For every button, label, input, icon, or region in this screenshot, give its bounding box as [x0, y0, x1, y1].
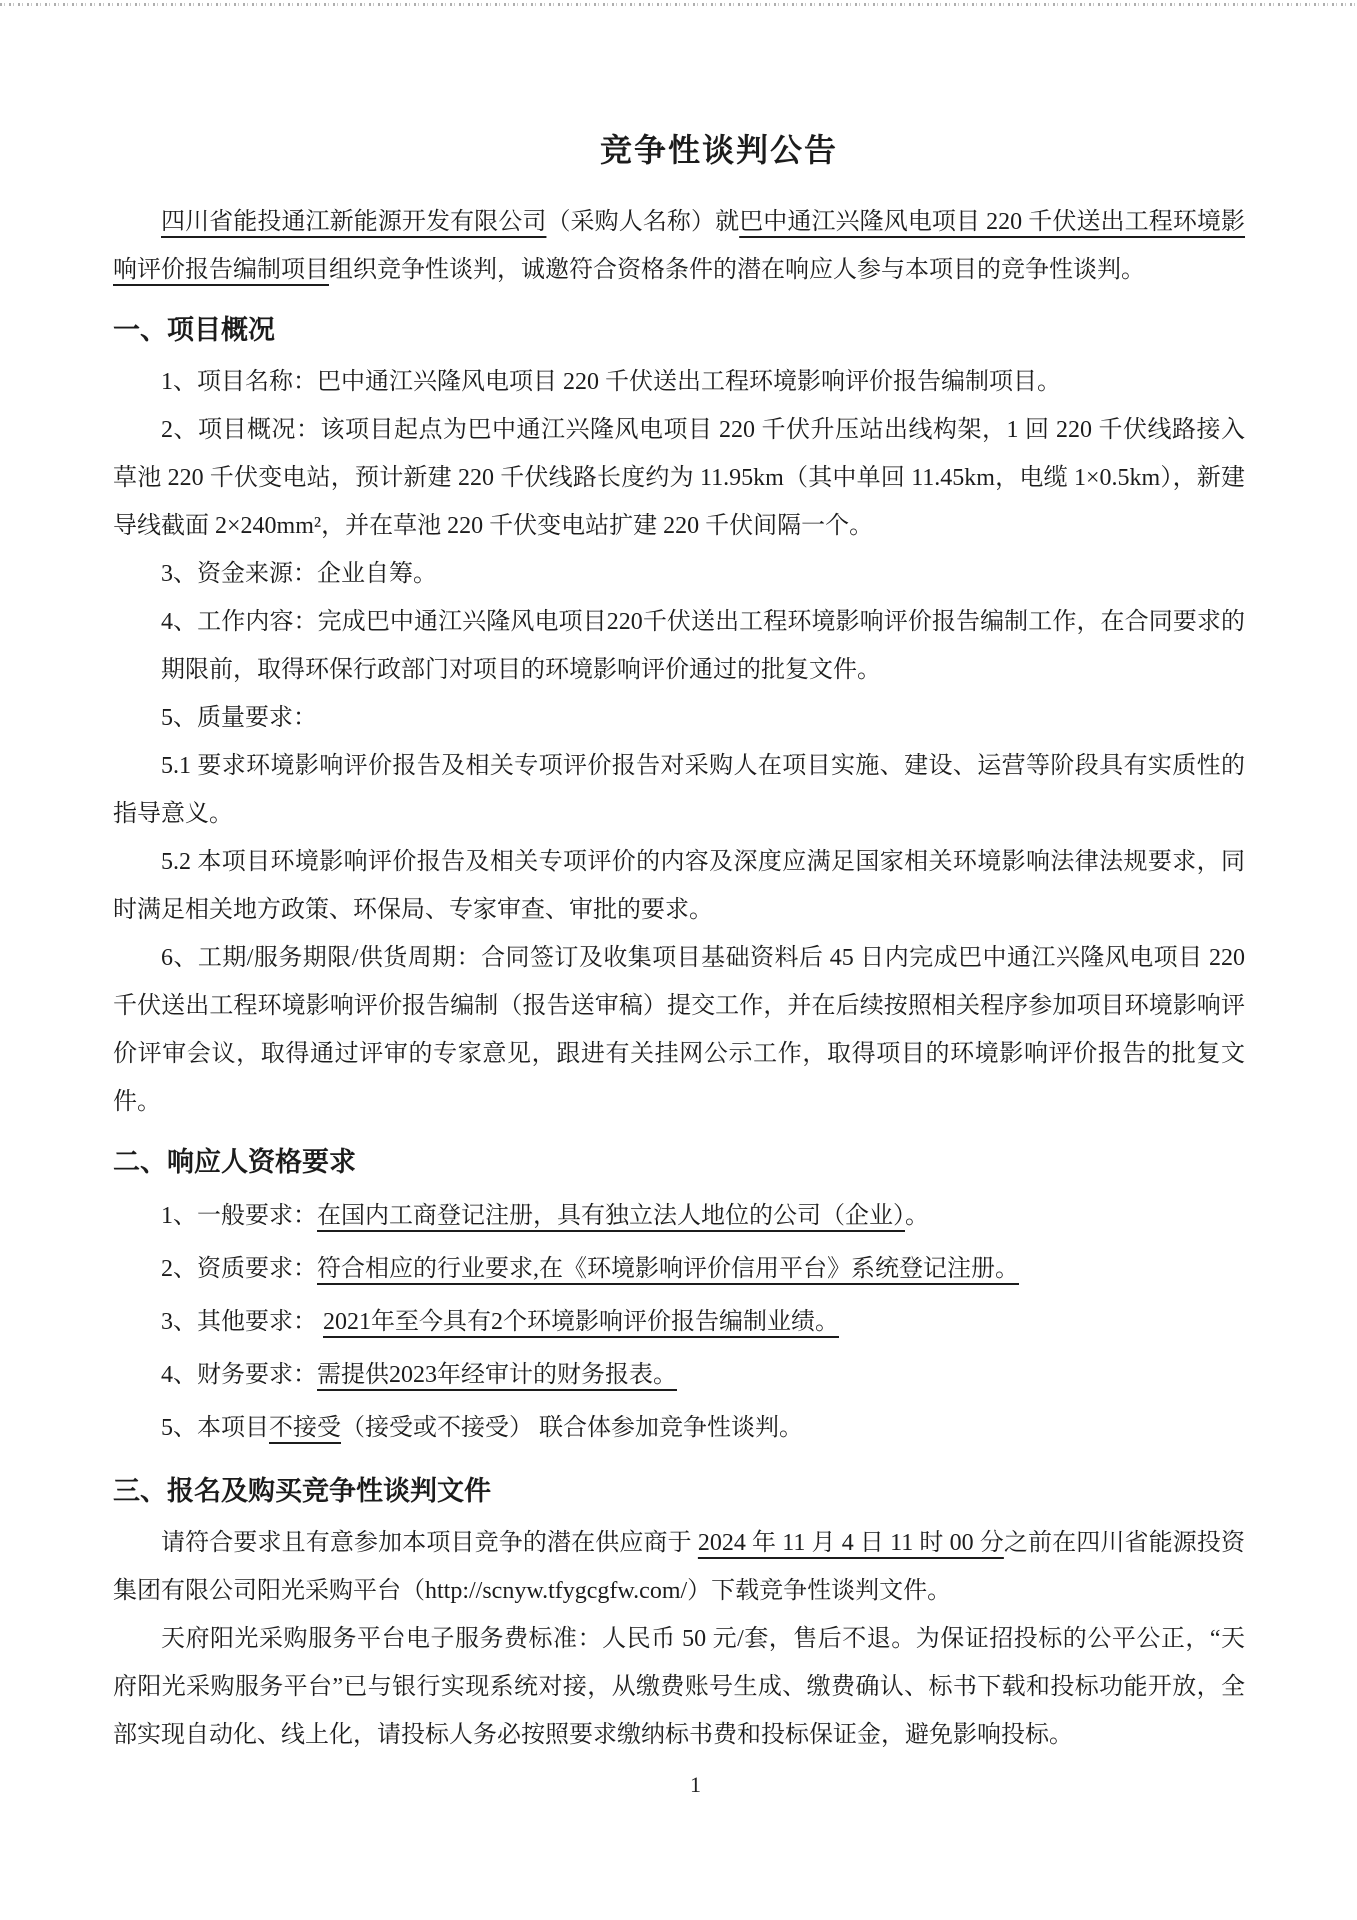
section2-item-other-requirement — [113, 1296, 1245, 1349]
page-number: 1 — [690, 1772, 701, 1797]
item-value-underlined: 在国内工商登记注册，具有独立法人地位的公司（企业） — [317, 1203, 905, 1229]
section2-item-general-requirement — [113, 1190, 1245, 1243]
item-label: 3、其他要求： — [161, 1309, 323, 1335]
section2-heading: 二、响应人资格要求 — [113, 1147, 356, 1177]
item-label: 5、本项目 — [161, 1415, 269, 1441]
item-value-underlined: 符合相应的行业要求,在《环境影响评价信用平台》系统登记注册。 — [317, 1256, 1019, 1282]
section2-item-consortium-rule — [113, 1402, 1245, 1455]
section1-item-project-name: 1、项目名称：巴中通江兴隆风电项目 220 千伏送出工程环境影响评价报告编制项目。 — [161, 369, 1061, 395]
section2-item-qualification-requirement — [113, 1243, 1245, 1296]
purchaser-name: 四川省能投通江新能源开发有限公司 — [161, 209, 547, 235]
item-value-underlined: 需提供2023年经审计的财务报表。 — [317, 1362, 677, 1388]
document-content — [113, 128, 1245, 1759]
purchaser-note: （采购人名称）就 — [546, 209, 740, 235]
scan-artifact-line — [0, 3, 1357, 6]
intro-tail: 组织竞争性谈判，诚邀符合资格条件的潜在响应人参与本项目的竞争性谈判。 — [329, 257, 1145, 283]
section3-service-fee-paragraph: 天府阳光采购服务平台电子服务费标准：人民币 50 元/套，售后不退。为保证招投标的公平公正，“天府阳光采购服务平台”已与银行实现系统对接，从缴费账号生成、缴费确认、标书下载和投标功能开放，全部实现自动化、线上化，请投标人务必按照要求缴纳标书费和投标保证金，避免影响投标。 — [113, 1626, 1245, 1748]
section1-item-project-overview: 2、项目概况：该项目起点为巴中通江兴隆风电项目 220 千伏升压站出线构架，1 回 220 千伏线路接入草池 220 千伏变电站，预计新建 220 千伏线路长度约为 11.95km（其中单回 11.45km，电缆 1×0.5km），新建导线截面 2×240mm²，并在草池 220 千伏变电站扩建 220 千伏间隔一个。 — [113, 417, 1245, 539]
paragraph-suffix: 之前在四川省能源投资集团有限公司阳光采购平台（http://scnyw.tfygcgfw.com/）下载竞争性谈判文件。 — [113, 1530, 1246, 1604]
section1-item-work-content: 4、工作内容：完成巴中通江兴隆风电项目220千伏送出工程环境影响评价报告编制工作，在合同要求的期限前，取得环保行政部门对项目的环境影响评价通过的批复文件。 — [161, 609, 1245, 683]
section1-item-quality-5-2: 5.2 本项目环境影响评价报告及相关专项评价的内容及深度应满足国家相关环境影响法律法规要求，同时满足相关地方政策、环保局、专家审查、审批的要求。 — [113, 849, 1245, 923]
section3-heading: 三、报名及购买竞争性谈判文件 — [113, 1476, 491, 1506]
section1-item-quality-5-1: 5.1 要求环境影响评价报告及相关专项评价报告对采购人在项目实施、建设、运营等阶段具有实质性的指导意义。 — [113, 753, 1245, 827]
item-label: 2、资质要求： — [161, 1256, 317, 1282]
document-title: 竞争性谈判公告 — [599, 132, 838, 168]
item-suffix: 。 — [905, 1203, 929, 1229]
section1-heading: 一、项目概况 — [113, 315, 275, 345]
item-value-underlined: 2021年至今具有2个环境影响评价报告编制业绩。 — [323, 1309, 839, 1335]
item-label: 1、一般要求： — [161, 1203, 317, 1229]
section1-item-funding-source: 3、资金来源：企业自筹。 — [161, 561, 437, 587]
section1-item-quality-requirements: 5、质量要求： — [161, 705, 317, 731]
paragraph-prefix: 请符合要求且有意参加本项目竞争的潜在供应商于 — [161, 1530, 698, 1556]
section3-registration-paragraph — [113, 1519, 1245, 1615]
section1-item-schedule: 6、工期/服务期限/供货周期：合同签订及收集项目基础资料后 45 日内完成巴中通江兴隆风电项目 220 千伏送出工程环境影响评价报告编制（报告送审稿）提交工作，并在后续按照相关程序参加项目环境影响评价评审会议，取得通过评审的专家意见，跟进有关挂网公示工作，取得项目的环境影响评价报告的批复文件。 — [113, 945, 1245, 1115]
item-value-underlined: 不接受 — [269, 1415, 341, 1441]
item-suffix: （接受或不接受） 联合体参加竞争性谈判。 — [341, 1415, 803, 1441]
item-label: 4、财务要求： — [161, 1362, 317, 1388]
deadline-underlined: 2024 年 11 月 4 日 11 时 00 分 — [697, 1530, 1004, 1556]
section2-item-financial-requirement — [113, 1349, 1245, 1402]
project-name-underlined: 巴中通江兴隆风电项目 220 千伏送出工程环境影响评价报告编制项目 — [113, 209, 1246, 283]
intro-paragraph — [113, 198, 1245, 294]
